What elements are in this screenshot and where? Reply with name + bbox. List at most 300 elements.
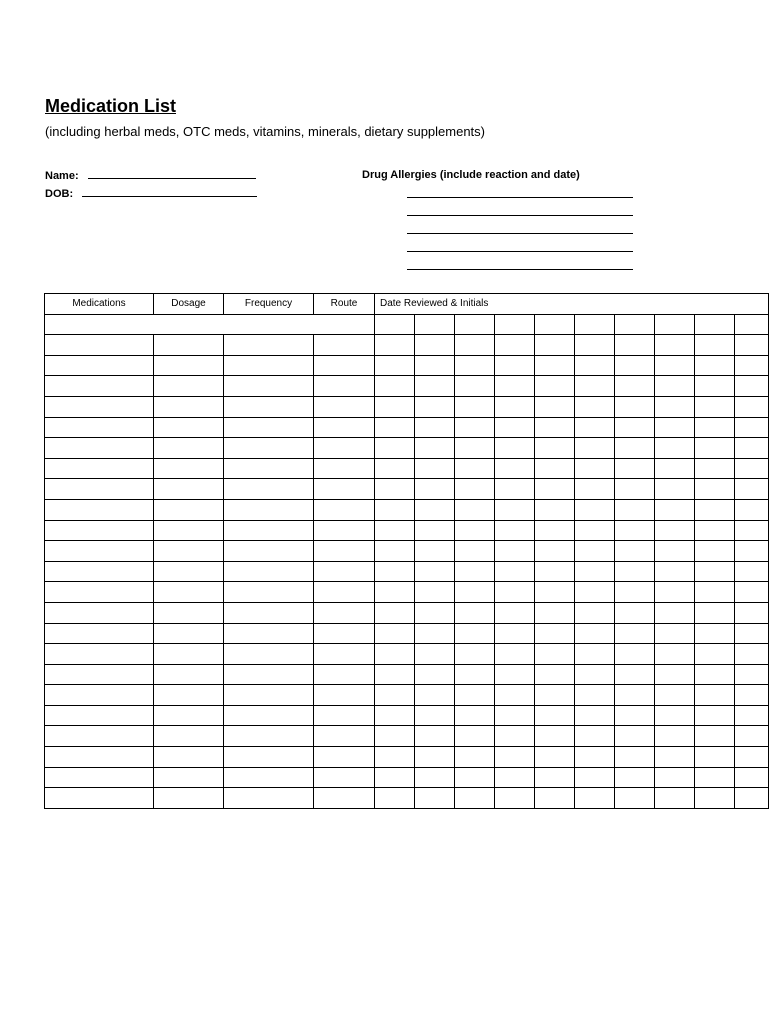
- review-cell[interactable]: [695, 376, 735, 397]
- review-cell[interactable]: [615, 644, 655, 665]
- table-cell[interactable]: [154, 644, 224, 665]
- review-cell[interactable]: [535, 602, 575, 623]
- table-cell[interactable]: [314, 767, 375, 788]
- table-cell[interactable]: [154, 582, 224, 603]
- review-cell[interactable]: [495, 520, 535, 541]
- review-cell[interactable]: [615, 417, 655, 438]
- review-cell[interactable]: [695, 747, 735, 768]
- table-cell[interactable]: [45, 355, 154, 376]
- review-cell[interactable]: [575, 644, 615, 665]
- review-cell[interactable]: [735, 767, 769, 788]
- review-cell[interactable]: [695, 582, 735, 603]
- table-cell[interactable]: [314, 520, 375, 541]
- review-cell[interactable]: [415, 582, 455, 603]
- review-cell[interactable]: [575, 747, 615, 768]
- table-cell[interactable]: [224, 396, 314, 417]
- review-cell[interactable]: [455, 335, 495, 356]
- review-cell[interactable]: [415, 335, 455, 356]
- review-cell[interactable]: [455, 644, 495, 665]
- table-cell[interactable]: [45, 335, 154, 356]
- review-cell[interactable]: [735, 788, 769, 809]
- review-cell[interactable]: [495, 314, 535, 335]
- review-cell[interactable]: [495, 335, 535, 356]
- review-cell[interactable]: [455, 788, 495, 809]
- review-cell[interactable]: [375, 705, 415, 726]
- review-cell[interactable]: [535, 314, 575, 335]
- review-cell[interactable]: [415, 602, 455, 623]
- review-cell[interactable]: [415, 623, 455, 644]
- review-cell[interactable]: [455, 314, 495, 335]
- review-cell[interactable]: [455, 458, 495, 479]
- review-cell[interactable]: [415, 767, 455, 788]
- review-cell[interactable]: [655, 602, 695, 623]
- review-cell[interactable]: [655, 726, 695, 747]
- review-cell[interactable]: [375, 561, 415, 582]
- table-cell[interactable]: [314, 499, 375, 520]
- table-cell[interactable]: [45, 541, 154, 562]
- review-cell[interactable]: [375, 479, 415, 500]
- review-cell[interactable]: [415, 664, 455, 685]
- review-cell[interactable]: [735, 705, 769, 726]
- review-cell[interactable]: [575, 438, 615, 459]
- review-cell[interactable]: [655, 685, 695, 706]
- table-cell[interactable]: [224, 355, 314, 376]
- table-cell[interactable]: [314, 541, 375, 562]
- review-cell[interactable]: [655, 788, 695, 809]
- review-cell[interactable]: [535, 541, 575, 562]
- review-cell[interactable]: [695, 561, 735, 582]
- review-cell[interactable]: [655, 541, 695, 562]
- table-cell[interactable]: [154, 747, 224, 768]
- table-cell[interactable]: [314, 417, 375, 438]
- review-cell[interactable]: [655, 438, 695, 459]
- review-cell[interactable]: [655, 417, 695, 438]
- table-cell[interactable]: [154, 417, 224, 438]
- review-cell[interactable]: [375, 747, 415, 768]
- allergy-blank-line-3[interactable]: [407, 233, 633, 234]
- review-cell[interactable]: [735, 602, 769, 623]
- review-cell[interactable]: [415, 747, 455, 768]
- review-cell[interactable]: [575, 767, 615, 788]
- review-cell[interactable]: [375, 417, 415, 438]
- review-cell[interactable]: [415, 438, 455, 459]
- review-cell[interactable]: [375, 499, 415, 520]
- table-cell[interactable]: [154, 396, 224, 417]
- table-cell[interactable]: [224, 623, 314, 644]
- review-cell[interactable]: [615, 458, 655, 479]
- table-cell[interactable]: [224, 417, 314, 438]
- review-cell[interactable]: [375, 520, 415, 541]
- review-cell[interactable]: [615, 623, 655, 644]
- review-cell[interactable]: [735, 520, 769, 541]
- review-cell[interactable]: [655, 376, 695, 397]
- review-cell[interactable]: [575, 396, 615, 417]
- table-cell[interactable]: [45, 747, 154, 768]
- review-cell[interactable]: [615, 726, 655, 747]
- review-cell[interactable]: [455, 541, 495, 562]
- review-cell[interactable]: [575, 355, 615, 376]
- review-cell[interactable]: [375, 644, 415, 665]
- table-cell[interactable]: [45, 438, 154, 459]
- review-cell[interactable]: [575, 685, 615, 706]
- review-cell[interactable]: [415, 458, 455, 479]
- review-cell[interactable]: [375, 314, 415, 335]
- review-cell[interactable]: [575, 499, 615, 520]
- review-cell[interactable]: [655, 479, 695, 500]
- review-cell[interactable]: [735, 644, 769, 665]
- review-cell[interactable]: [535, 705, 575, 726]
- review-cell[interactable]: [375, 541, 415, 562]
- review-cell[interactable]: [575, 561, 615, 582]
- review-cell[interactable]: [695, 644, 735, 665]
- review-cell[interactable]: [655, 355, 695, 376]
- review-cell[interactable]: [495, 644, 535, 665]
- review-cell[interactable]: [455, 767, 495, 788]
- table-cell[interactable]: [154, 561, 224, 582]
- table-cell[interactable]: [224, 541, 314, 562]
- table-cell[interactable]: [45, 767, 154, 788]
- name-blank-line[interactable]: [88, 168, 256, 179]
- review-cell[interactable]: [415, 355, 455, 376]
- table-cell[interactable]: [224, 664, 314, 685]
- review-cell[interactable]: [695, 664, 735, 685]
- table-cell[interactable]: [45, 644, 154, 665]
- review-cell[interactable]: [535, 417, 575, 438]
- table-cell[interactable]: [154, 767, 224, 788]
- review-cell[interactable]: [375, 335, 415, 356]
- review-cell[interactable]: [415, 541, 455, 562]
- review-cell[interactable]: [695, 767, 735, 788]
- review-cell[interactable]: [695, 479, 735, 500]
- review-cell[interactable]: [535, 623, 575, 644]
- review-cell[interactable]: [655, 499, 695, 520]
- review-cell[interactable]: [415, 705, 455, 726]
- table-cell[interactable]: [314, 561, 375, 582]
- review-cell[interactable]: [655, 664, 695, 685]
- review-cell[interactable]: [415, 376, 455, 397]
- review-cell[interactable]: [695, 335, 735, 356]
- table-cell[interactable]: [314, 623, 375, 644]
- review-cell[interactable]: [495, 499, 535, 520]
- table-cell[interactable]: [314, 747, 375, 768]
- review-cell[interactable]: [455, 747, 495, 768]
- review-cell[interactable]: [615, 788, 655, 809]
- review-cell[interactable]: [695, 623, 735, 644]
- review-cell[interactable]: [415, 396, 455, 417]
- table-cell[interactable]: [224, 726, 314, 747]
- review-cell[interactable]: [415, 520, 455, 541]
- table-cell[interactable]: [314, 705, 375, 726]
- table-cell[interactable]: [154, 705, 224, 726]
- review-cell[interactable]: [615, 438, 655, 459]
- review-cell[interactable]: [575, 520, 615, 541]
- review-cell[interactable]: [735, 623, 769, 644]
- review-cell[interactable]: [455, 417, 495, 438]
- review-cell[interactable]: [535, 561, 575, 582]
- review-cell[interactable]: [495, 355, 535, 376]
- review-cell[interactable]: [735, 355, 769, 376]
- review-cell[interactable]: [415, 685, 455, 706]
- review-cell[interactable]: [375, 664, 415, 685]
- review-cell[interactable]: [455, 561, 495, 582]
- table-cell[interactable]: [154, 479, 224, 500]
- review-cell[interactable]: [375, 458, 415, 479]
- table-cell[interactable]: [224, 438, 314, 459]
- review-cell[interactable]: [695, 396, 735, 417]
- review-cell[interactable]: [655, 644, 695, 665]
- review-cell[interactable]: [495, 623, 535, 644]
- table-cell[interactable]: [154, 788, 224, 809]
- table-cell[interactable]: [154, 541, 224, 562]
- review-cell[interactable]: [575, 664, 615, 685]
- review-cell[interactable]: [575, 314, 615, 335]
- review-cell[interactable]: [735, 747, 769, 768]
- table-cell[interactable]: [154, 438, 224, 459]
- review-cell[interactable]: [615, 314, 655, 335]
- review-cell[interactable]: [735, 685, 769, 706]
- review-cell[interactable]: [535, 747, 575, 768]
- review-cell[interactable]: [415, 788, 455, 809]
- review-cell[interactable]: [375, 376, 415, 397]
- review-cell[interactable]: [375, 438, 415, 459]
- table-cell[interactable]: [224, 767, 314, 788]
- review-cell[interactable]: [495, 438, 535, 459]
- review-cell[interactable]: [455, 499, 495, 520]
- review-cell[interactable]: [455, 438, 495, 459]
- review-cell[interactable]: [735, 438, 769, 459]
- review-cell[interactable]: [575, 726, 615, 747]
- table-cell[interactable]: [224, 520, 314, 541]
- review-cell[interactable]: [615, 479, 655, 500]
- review-cell[interactable]: [415, 499, 455, 520]
- review-cell[interactable]: [535, 438, 575, 459]
- review-cell[interactable]: [735, 458, 769, 479]
- review-cell[interactable]: [535, 685, 575, 706]
- table-cell[interactable]: [154, 499, 224, 520]
- table-cell[interactable]: [224, 705, 314, 726]
- table-cell[interactable]: [224, 499, 314, 520]
- review-cell[interactable]: [375, 355, 415, 376]
- review-cell[interactable]: [735, 396, 769, 417]
- table-cell[interactable]: [45, 685, 154, 706]
- review-cell[interactable]: [615, 767, 655, 788]
- table-cell[interactable]: [154, 458, 224, 479]
- review-cell[interactable]: [535, 458, 575, 479]
- table-cell[interactable]: [224, 747, 314, 768]
- review-cell[interactable]: [575, 541, 615, 562]
- review-cell[interactable]: [655, 335, 695, 356]
- review-cell[interactable]: [495, 726, 535, 747]
- review-cell[interactable]: [535, 376, 575, 397]
- review-cell[interactable]: [615, 376, 655, 397]
- review-cell[interactable]: [535, 644, 575, 665]
- review-cell[interactable]: [575, 417, 615, 438]
- review-cell[interactable]: [615, 396, 655, 417]
- allergy-blank-line-1[interactable]: [407, 197, 633, 198]
- table-cell[interactable]: [45, 602, 154, 623]
- review-cell[interactable]: [535, 520, 575, 541]
- table-cell[interactable]: [45, 726, 154, 747]
- table-cell[interactable]: [154, 376, 224, 397]
- table-cell[interactable]: [45, 664, 154, 685]
- review-cell[interactable]: [655, 767, 695, 788]
- review-cell[interactable]: [415, 417, 455, 438]
- review-cell[interactable]: [495, 788, 535, 809]
- table-cell[interactable]: [154, 664, 224, 685]
- review-cell[interactable]: [495, 541, 535, 562]
- table-cell[interactable]: [45, 520, 154, 541]
- review-cell[interactable]: [575, 376, 615, 397]
- review-cell[interactable]: [695, 788, 735, 809]
- review-cell[interactable]: [735, 376, 769, 397]
- table-cell[interactable]: [224, 602, 314, 623]
- review-cell[interactable]: [455, 355, 495, 376]
- review-cell[interactable]: [655, 314, 695, 335]
- table-cell[interactable]: [154, 355, 224, 376]
- review-cell[interactable]: [615, 747, 655, 768]
- table-cell[interactable]: [314, 438, 375, 459]
- review-cell[interactable]: [575, 335, 615, 356]
- table-cell[interactable]: [224, 788, 314, 809]
- table-cell[interactable]: [314, 788, 375, 809]
- table-cell[interactable]: [314, 355, 375, 376]
- review-cell[interactable]: [495, 685, 535, 706]
- review-cell[interactable]: [535, 355, 575, 376]
- review-cell[interactable]: [735, 582, 769, 603]
- review-cell[interactable]: [615, 499, 655, 520]
- table-cell[interactable]: [45, 561, 154, 582]
- review-cell[interactable]: [495, 376, 535, 397]
- review-cell[interactable]: [655, 747, 695, 768]
- table-cell[interactable]: [154, 685, 224, 706]
- review-cell[interactable]: [615, 541, 655, 562]
- table-cell[interactable]: [154, 602, 224, 623]
- review-cell[interactable]: [575, 479, 615, 500]
- review-cell[interactable]: [695, 438, 735, 459]
- review-cell[interactable]: [535, 582, 575, 603]
- review-cell[interactable]: [455, 602, 495, 623]
- review-cell[interactable]: [455, 726, 495, 747]
- review-cell[interactable]: [495, 602, 535, 623]
- review-cell[interactable]: [455, 396, 495, 417]
- table-cell[interactable]: [314, 602, 375, 623]
- review-cell[interactable]: [535, 664, 575, 685]
- table-cell[interactable]: [45, 479, 154, 500]
- review-cell[interactable]: [535, 396, 575, 417]
- review-cell[interactable]: [615, 602, 655, 623]
- dob-blank-line[interactable]: [82, 186, 257, 197]
- review-cell[interactable]: [375, 602, 415, 623]
- review-cell[interactable]: [695, 602, 735, 623]
- review-cell[interactable]: [575, 788, 615, 809]
- review-cell[interactable]: [455, 520, 495, 541]
- review-cell[interactable]: [735, 541, 769, 562]
- review-cell[interactable]: [735, 561, 769, 582]
- table-cell[interactable]: [314, 376, 375, 397]
- review-cell[interactable]: [695, 458, 735, 479]
- review-cell[interactable]: [535, 479, 575, 500]
- review-cell[interactable]: [735, 314, 769, 335]
- review-cell[interactable]: [695, 685, 735, 706]
- table-cell[interactable]: [314, 685, 375, 706]
- review-cell[interactable]: [655, 705, 695, 726]
- review-cell[interactable]: [615, 705, 655, 726]
- review-cell[interactable]: [615, 520, 655, 541]
- review-cell[interactable]: [615, 582, 655, 603]
- review-cell[interactable]: [735, 335, 769, 356]
- review-cell[interactable]: [615, 355, 655, 376]
- review-cell[interactable]: [575, 623, 615, 644]
- review-cell[interactable]: [375, 623, 415, 644]
- review-cell[interactable]: [655, 561, 695, 582]
- review-cell[interactable]: [495, 582, 535, 603]
- table-cell[interactable]: [154, 726, 224, 747]
- review-cell[interactable]: [455, 664, 495, 685]
- review-cell[interactable]: [655, 458, 695, 479]
- review-cell[interactable]: [735, 726, 769, 747]
- table-cell[interactable]: [314, 458, 375, 479]
- review-cell[interactable]: [695, 499, 735, 520]
- review-cell[interactable]: [655, 582, 695, 603]
- table-cell[interactable]: [224, 561, 314, 582]
- review-cell[interactable]: [535, 788, 575, 809]
- table-cell[interactable]: [314, 396, 375, 417]
- review-cell[interactable]: [695, 520, 735, 541]
- review-cell[interactable]: [495, 664, 535, 685]
- allergy-blank-line-5[interactable]: [407, 269, 633, 270]
- review-cell[interactable]: [415, 726, 455, 747]
- review-cell[interactable]: [375, 788, 415, 809]
- review-cell[interactable]: [375, 685, 415, 706]
- review-cell[interactable]: [495, 396, 535, 417]
- table-cell[interactable]: [224, 458, 314, 479]
- review-cell[interactable]: [415, 644, 455, 665]
- review-cell[interactable]: [695, 417, 735, 438]
- table-cell[interactable]: [45, 623, 154, 644]
- table-cell[interactable]: [45, 417, 154, 438]
- table-cell[interactable]: [45, 396, 154, 417]
- review-cell[interactable]: [415, 561, 455, 582]
- review-cell[interactable]: [575, 705, 615, 726]
- review-cell[interactable]: [695, 355, 735, 376]
- table-cell[interactable]: [314, 479, 375, 500]
- review-cell[interactable]: [695, 314, 735, 335]
- table-cell[interactable]: [314, 335, 375, 356]
- review-cell[interactable]: [495, 417, 535, 438]
- review-cell[interactable]: [535, 767, 575, 788]
- review-cell[interactable]: [575, 582, 615, 603]
- review-cell[interactable]: [535, 726, 575, 747]
- review-cell[interactable]: [655, 396, 695, 417]
- review-cell[interactable]: [655, 623, 695, 644]
- table-cell[interactable]: [224, 376, 314, 397]
- review-cell[interactable]: [375, 767, 415, 788]
- review-cell[interactable]: [695, 705, 735, 726]
- review-cell[interactable]: [495, 479, 535, 500]
- review-cell[interactable]: [735, 499, 769, 520]
- review-cell[interactable]: [495, 705, 535, 726]
- review-cell[interactable]: [415, 314, 455, 335]
- review-cell[interactable]: [655, 520, 695, 541]
- table-cell[interactable]: [154, 623, 224, 644]
- allergy-blank-line-2[interactable]: [407, 215, 633, 216]
- review-cell[interactable]: [695, 726, 735, 747]
- review-cell[interactable]: [495, 458, 535, 479]
- review-cell[interactable]: [615, 664, 655, 685]
- review-cell[interactable]: [575, 602, 615, 623]
- review-cell[interactable]: [455, 685, 495, 706]
- table-cell[interactable]: [224, 582, 314, 603]
